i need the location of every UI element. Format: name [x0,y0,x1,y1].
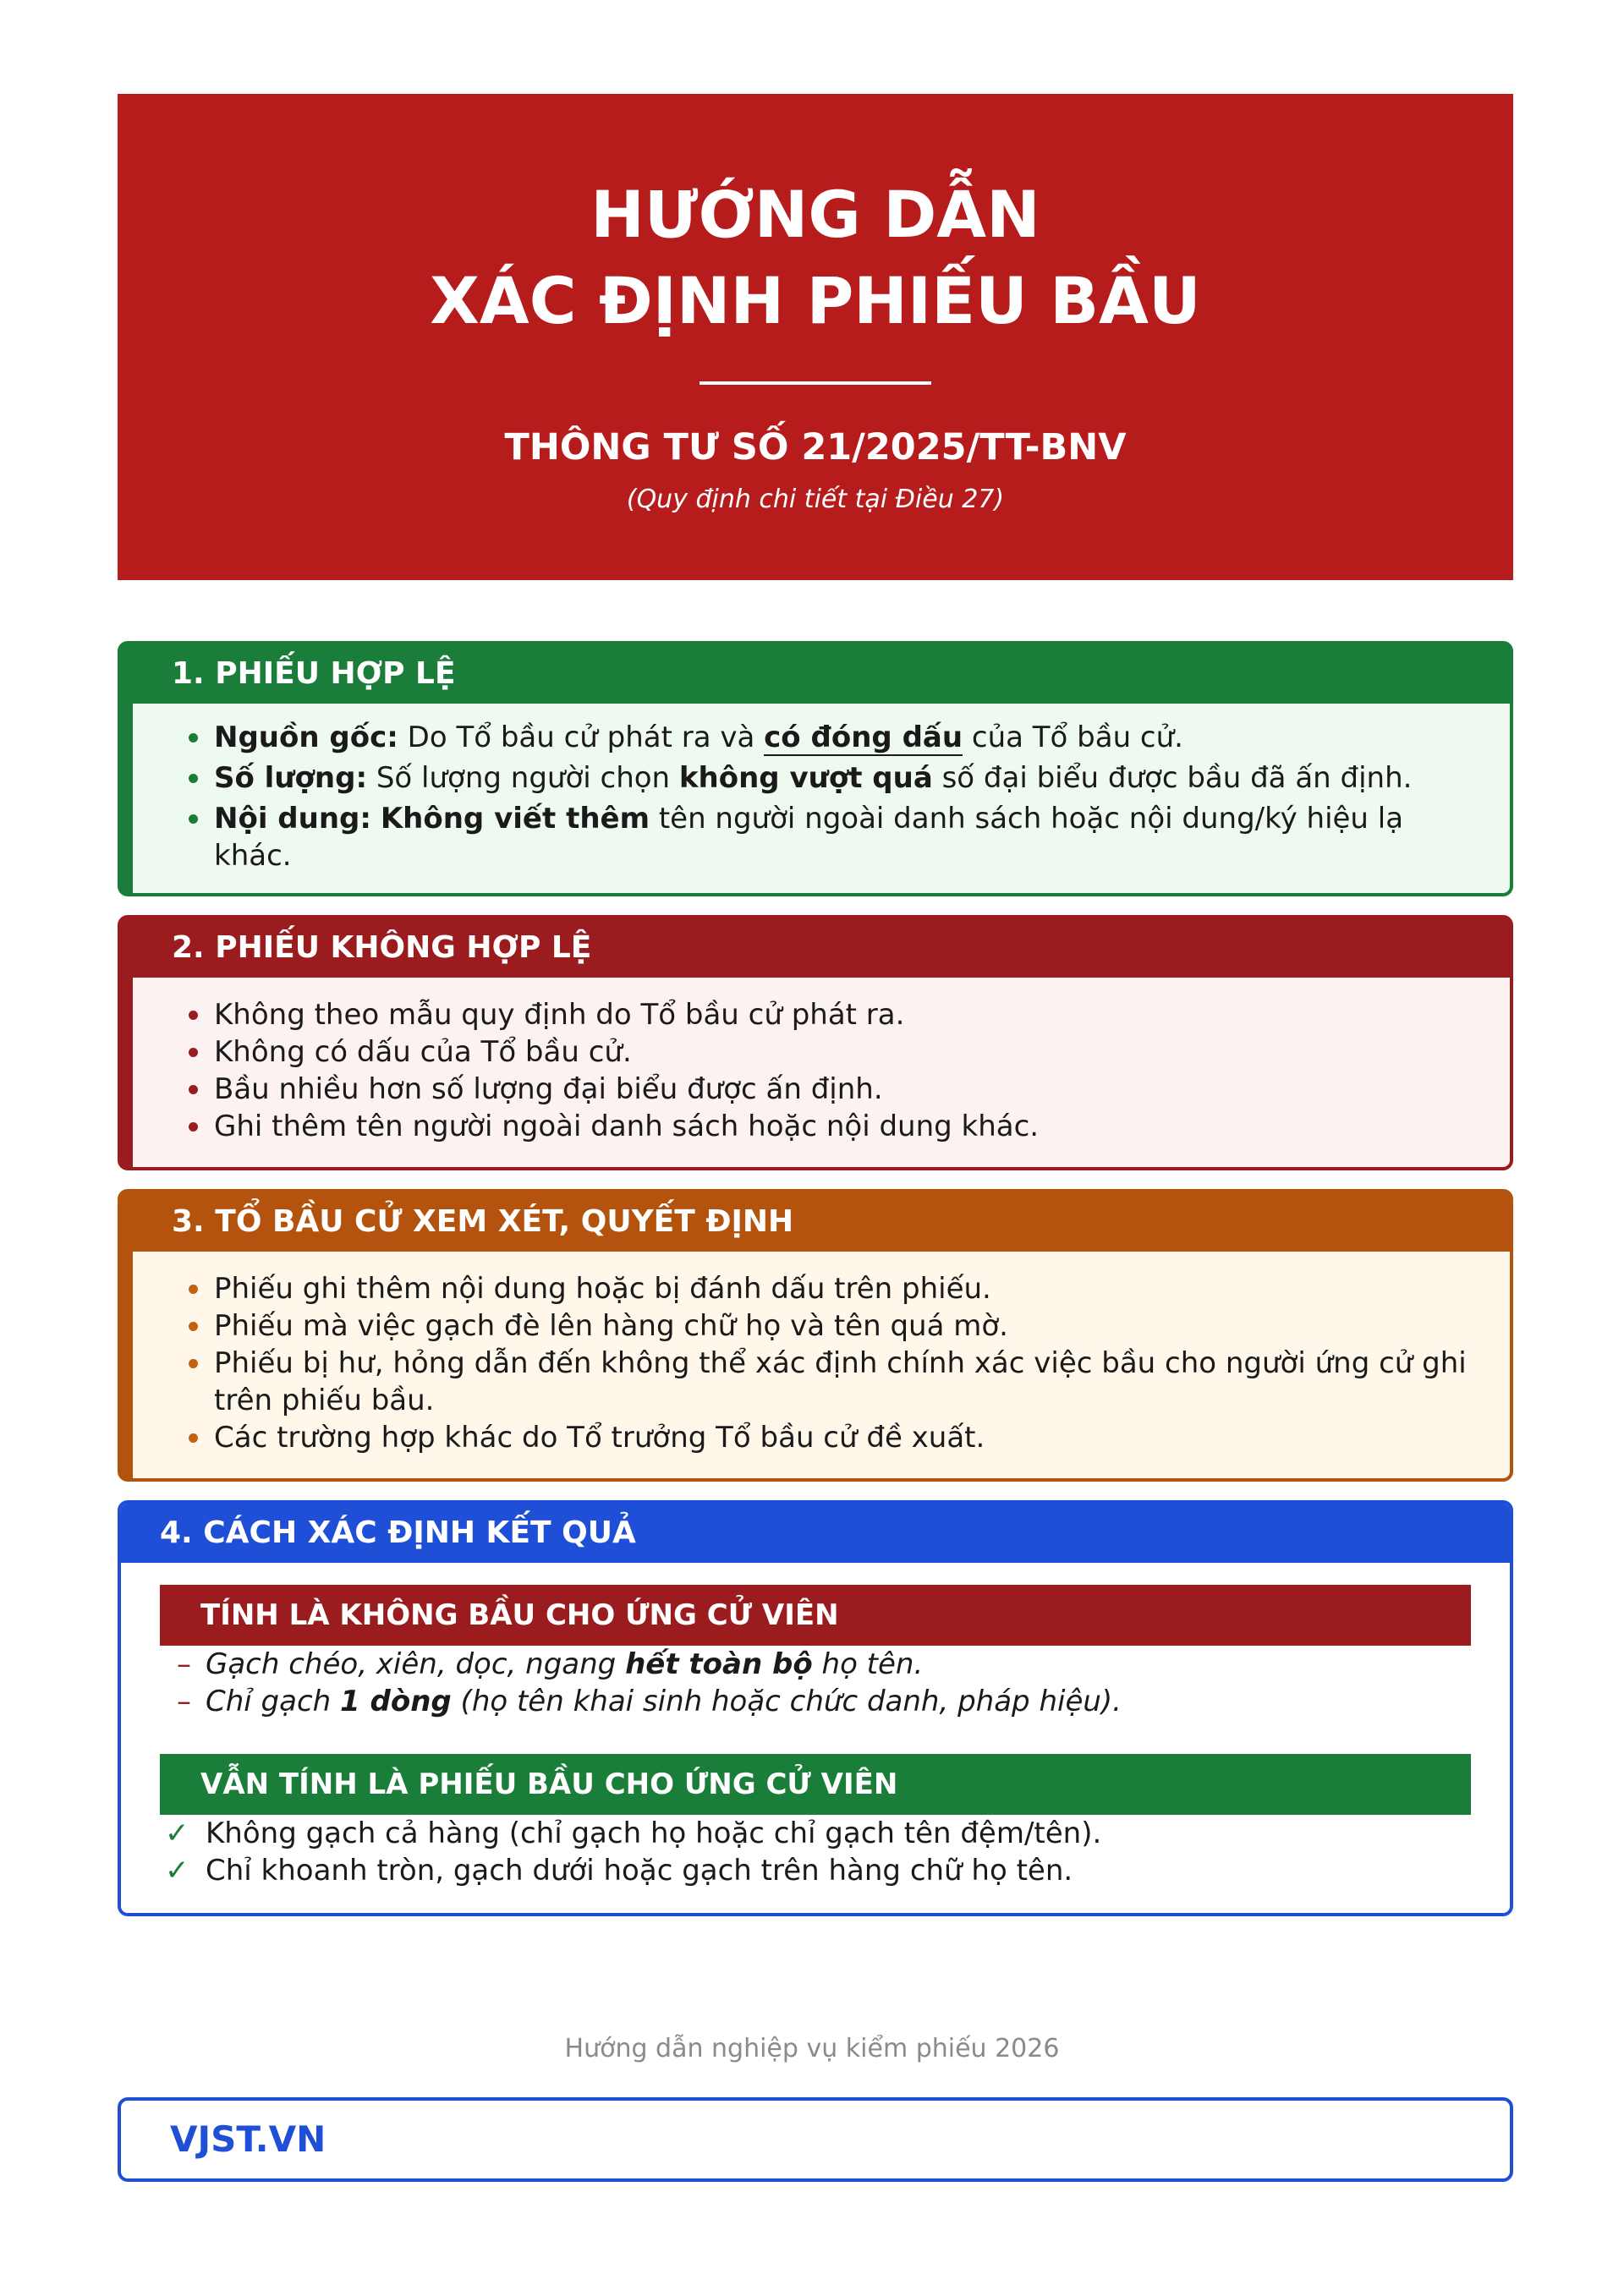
page-title-line1: HƯỚNG DẪN [590,177,1040,252]
title-divider [700,381,931,385]
list-item [175,800,1476,874]
bullet-icon [189,1085,198,1094]
section-body [121,1563,1510,1913]
header-banner [118,94,1513,580]
item-text: Do Tổ bầu cử phát ra và [398,721,765,754]
section-body [133,1252,1510,1478]
document [118,94,1513,1916]
bullet-icon [189,1359,198,1368]
section-body [133,704,1510,893]
list-item [175,1307,1476,1345]
item-label: Số lượng: [214,761,368,795]
section-valid-ballot [118,641,1513,896]
check-icon: ✓ [165,1817,189,1850]
item-text: của Tổ bầu cử. [963,721,1183,754]
section-title: 1. PHIẾU HỢP LỆ [121,644,1510,704]
section-title: 4. CÁCH XÁC ĐỊNH KẾT QUẢ [121,1504,1510,1563]
page-title-line2: XÁC ĐỊNH PHIẾU BẦU [430,263,1201,338]
item-label: Nguồn gốc: [214,721,398,754]
check-icon: ✓ [165,1854,189,1888]
list-item [175,996,1476,1033]
section-invalid-ballot [118,915,1513,1170]
bullet-icon [189,774,198,783]
list-item [160,1683,1471,1720]
item-emphasis: không vượt quá [678,761,933,795]
section-body [133,978,1510,1167]
item-text: Gạch chéo, xiên, dọc, ngang [206,1647,626,1681]
bullet-icon [189,1048,198,1057]
list-item [160,1852,1471,1889]
item-emphasis: có đóng dấu [764,721,963,754]
bullet-icon [189,733,198,743]
circular-number: THÔNG TƯ SỐ 21/2025/TT-BNV [504,426,1127,469]
item-emphasis: Không viết thêm [380,802,650,836]
dash-icon: – [177,1647,191,1681]
list-item [175,1345,1476,1419]
list-item [175,759,1476,797]
list-item [175,1033,1476,1071]
item-text: Chỉ gạch [206,1685,341,1718]
section-title: 3. TỔ BẦU CỬ XEM XÉT, QUYẾT ĐỊNH [121,1192,1510,1252]
list-item [160,1815,1471,1852]
subsection-title-not-counted: TÍNH LÀ KHÔNG BẦU CHO ỨNG CỬ VIÊN [160,1585,1471,1646]
dash-icon: – [177,1685,191,1718]
item-text: họ tên. [812,1647,924,1681]
item-text: Chỉ khoanh tròn, gạch dưới hoặc gạch trên hàng chữ họ tên. [206,1854,1073,1888]
item-text: Không theo mẫu quy định do Tổ bầu cử phát ra. [214,998,905,1032]
bullet-icon [189,814,198,824]
brand-box [118,2097,1513,2182]
section-title: 2. PHIẾU KHÔNG HỢP LỆ [121,918,1510,978]
list-item [175,1071,1476,1108]
item-text: Các trường hợp khác do Tổ trưởng Tổ bầu cử đề xuất. [214,1421,985,1455]
item-text: Phiếu bị hư, hỏng dẫn đến không thể xác định chính xác việc bầu cho người ứng cử ghi trên phiếu bầu. [214,1346,1467,1417]
article-reference: (Quy định chi tiết tại Điều 27) [626,485,1005,514]
section-committee-review [118,1189,1513,1482]
list-item [160,1646,1471,1683]
bullet-icon [189,1285,198,1294]
bullet-icon [189,1433,198,1443]
item-text: tên người ngoài danh sách hoặc nội dung/ký hiệu lạ khác. [214,802,1404,873]
item-text: số đại biểu được bầu đã ấn định. [932,761,1413,795]
item-text: Ghi thêm tên người ngoài danh sách hoặc nội dung khác. [214,1110,1040,1143]
item-text: (họ tên khai sinh hoặc chức danh, pháp hiệu). [451,1685,1122,1718]
item-label: Nội dung: [214,802,371,836]
section-result-determination [118,1500,1513,1916]
brand-logo-text: VJST.VN [170,2118,326,2160]
bullet-icon [189,1322,198,1331]
item-emphasis: hết toàn bộ [625,1647,813,1681]
list-item [175,1270,1476,1307]
item-text: Bầu nhiều hơn số lượng đại biểu được ấn định. [214,1072,883,1106]
item-text: Không gạch cả hàng (chỉ gạch họ hoặc chỉ gạch tên đệm/tên). [206,1817,1102,1850]
item-text: Không có dấu của Tổ bầu cử. [214,1035,632,1069]
item-text: Phiếu mà việc gạch đè lên hàng chữ họ và tên quá mờ. [214,1309,1008,1343]
item-text: Số lượng người chọn [367,761,679,795]
bullet-icon [189,1011,198,1020]
item-text: Phiếu ghi thêm nội dung hoặc bị đánh dấu trên phiếu. [214,1272,991,1306]
list-item [175,719,1476,756]
footer-note: Hướng dẫn nghiệp vụ kiểm phiếu 2026 [564,2034,1060,2063]
subsection-title-counted: VẪN TÍNH LÀ PHIẾU BẦU CHO ỨNG CỬ VIÊN [160,1754,1471,1815]
list-item [175,1108,1476,1145]
item-emphasis: 1 dòng [340,1685,452,1718]
list-item [175,1419,1476,1456]
item-text [371,802,381,836]
bullet-icon [189,1122,198,1132]
